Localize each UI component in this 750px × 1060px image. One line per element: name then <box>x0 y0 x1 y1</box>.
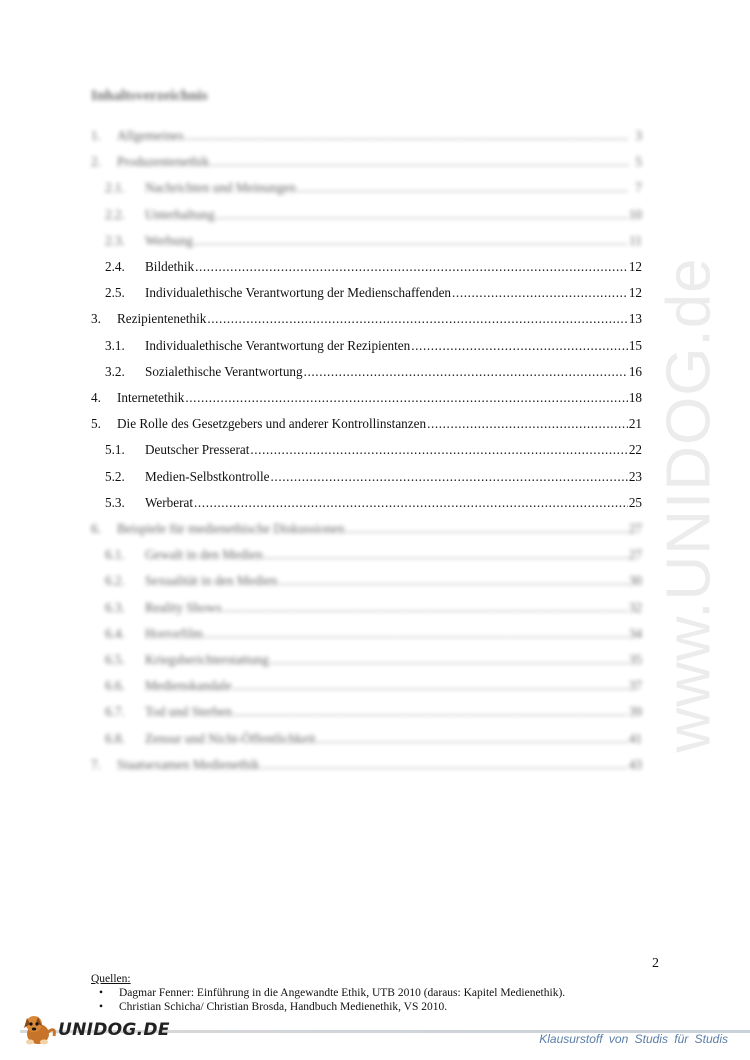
toc-entry-title: Die Rolle des Gesetzgebers und anderer Kontrollinstanzen <box>117 416 427 432</box>
toc-entry-number: 6.4. <box>105 625 125 641</box>
toc-leader-dots <box>278 571 628 591</box>
toc-entry-number: 6.7. <box>105 704 125 720</box>
toc-entry-title: Deutscher Presserat <box>145 442 250 458</box>
toc-entry-title: Medien-Selbstkontrolle <box>145 468 270 484</box>
toc-entry-title: Unterhaltung <box>145 206 215 222</box>
toc-entry-page: 3 <box>635 128 642 143</box>
toc-entry-title: Werberat <box>145 494 193 510</box>
toc-leader-dots <box>316 729 627 749</box>
source-item: • Christian Schicha/ Christian Brosda, Handbuch Medienethik, VS 2010. <box>119 1000 671 1014</box>
toc-leader-dots <box>195 257 628 277</box>
toc-leader-dots <box>260 755 627 775</box>
toc-leader-dots <box>304 362 628 382</box>
toc-leader-dots <box>427 414 628 434</box>
toc-entry <box>105 257 642 277</box>
toc-entry <box>105 336 642 356</box>
toc-entry <box>105 729 642 749</box>
toc-entry-page: 13 <box>628 311 642 327</box>
toc-entry-title: Werbung <box>145 232 194 248</box>
toc-entry-number: 5.2. <box>105 468 125 484</box>
toc-entry <box>91 388 642 408</box>
toc-entry-number: 2.1. <box>105 180 125 196</box>
toc-entry-page: 39 <box>628 704 642 720</box>
toc-leader-dots <box>216 205 628 225</box>
toc-title: Inhaltsverzeichnis <box>91 88 208 104</box>
toc-entry-page: 10 <box>628 206 642 222</box>
toc-entry <box>105 702 642 722</box>
toc-entry-number: 6.5. <box>105 652 125 667</box>
toc-entry-title: Tod und Sterben <box>145 704 232 720</box>
toc-leader-dots <box>204 624 628 644</box>
toc-entry-page: 11 <box>629 232 642 248</box>
toc-entry-title: Horrorfilm <box>145 625 203 641</box>
toc-entry <box>105 467 642 487</box>
toc-entry-page: 30 <box>628 573 642 589</box>
toc-leader-dots <box>345 519 627 539</box>
toc-entry-number: 6. <box>91 521 101 536</box>
toc-entry <box>105 650 642 670</box>
toc-entry-page: 7 <box>635 180 642 196</box>
toc-entry-title: Zensur und Nicht-Öffentlichkeit <box>145 730 316 746</box>
toc-entry-number: 6.1. <box>105 547 125 563</box>
toc-entry-number: 5.3. <box>105 494 125 510</box>
toc-entry-page: 15 <box>628 337 642 353</box>
toc-entry-number: 6.3. <box>105 599 125 615</box>
toc-entry-page: 34 <box>628 625 642 641</box>
toc-entry-title: Produzentenethik <box>117 154 210 170</box>
toc-entry <box>105 545 642 565</box>
toc-entry-page: 21 <box>628 416 642 432</box>
toc-entry-title: Nachrichten und Meinungen <box>145 180 296 196</box>
toc-entry-number: 5. <box>91 416 101 432</box>
toc-leader-dots <box>297 178 629 198</box>
toc-entry <box>91 152 642 172</box>
toc-entry-number: 7. <box>91 756 101 772</box>
toc-entry-number: 3. <box>91 311 101 327</box>
toc-entry-page: 37 <box>628 678 642 694</box>
toc-leader-dots <box>411 336 628 356</box>
toc-entry <box>91 309 642 329</box>
toc-entry-page: 43 <box>628 756 642 772</box>
toc-entry-page: 41 <box>628 730 642 746</box>
toc-entry-title: Sozialethische Verantwortung <box>145 363 303 379</box>
toc-entry-title: Individualethische Verantwortung der Rezipienten <box>145 337 411 353</box>
logo-text: UNIDOG.DE <box>58 1020 170 1040</box>
toc-entry-page: 22 <box>628 442 642 458</box>
toc-entry-number: 3.2. <box>105 363 125 379</box>
watermark-text: www.UNIDOG.de <box>654 257 724 753</box>
toc-entry-title: Beispiele für medienethische Diskussionen <box>117 521 345 536</box>
toc-entry-title: Allgemeines <box>117 128 184 143</box>
toc-entry-number: 3.1. <box>105 337 125 353</box>
footer-slogan: Klausurstoff von Studis für Studis <box>539 1032 728 1046</box>
toc-entry-title: Internetethik <box>117 390 185 405</box>
toc-entry-number: 2. <box>91 154 101 170</box>
toc-entry-page: 5 <box>635 154 642 170</box>
toc-entry-page: 27 <box>628 547 642 563</box>
source-item: • Dagmar Fenner: Einführung in die Angewandte Ethik, UTB 2010 (daraus: Kapitel Medienethik). <box>119 986 671 1000</box>
sources-heading: Quellen: <box>91 973 131 985</box>
sources-list <box>91 986 671 1014</box>
page-number: 2 <box>652 956 659 971</box>
toc-entry-title: Kriegsberichterstattung <box>145 652 269 667</box>
toc-entry-title: Gewalt in den Medien <box>145 547 263 563</box>
toc-leader-dots <box>452 283 628 303</box>
toc-leader-dots <box>210 152 629 172</box>
toc-entry-page: 32 <box>628 599 642 615</box>
toc-entry-page: 23 <box>628 468 642 484</box>
toc-entry-title: Sexualität in den Medien <box>145 573 278 589</box>
toc-entry <box>105 598 642 618</box>
toc-entry <box>105 571 642 591</box>
toc-entry-page: 12 <box>628 259 642 274</box>
toc-leader-dots <box>185 126 629 146</box>
toc-entry-number: 2.2. <box>105 206 125 222</box>
toc-entry-title: Rezipientenethik <box>117 311 207 327</box>
toc-entry-number: 2.3. <box>105 232 125 248</box>
toc-entry-number: 4. <box>91 390 101 405</box>
toc-entry-number: 6.6. <box>105 678 125 694</box>
toc-entry-page: 12 <box>628 285 642 301</box>
toc-entry-page: 25 <box>628 494 642 510</box>
toc-leader-dots <box>233 702 628 722</box>
toc-entry <box>105 178 642 198</box>
toc-leader-dots <box>264 545 628 565</box>
toc-leader-dots <box>194 493 628 513</box>
toc-entry-number: 1. <box>91 128 101 143</box>
toc-entry-title: Medienskandale <box>145 678 232 694</box>
toc-entry-number: 2.4. <box>105 259 125 274</box>
toc-entry <box>105 624 642 644</box>
toc-entry-page: 35 <box>628 652 642 667</box>
toc-entry-title: Staatsexamen Medienethik <box>117 756 260 772</box>
toc-leader-dots <box>223 598 628 618</box>
toc-entry <box>105 676 642 696</box>
toc-entry <box>105 283 642 303</box>
toc-entry <box>91 519 642 539</box>
unidog-logo <box>20 1012 170 1048</box>
toc-entry-page: 27 <box>628 521 642 536</box>
toc-entry <box>105 205 642 225</box>
toc-entry <box>105 493 642 513</box>
toc-leader-dots <box>232 676 627 696</box>
toc-entry <box>105 231 642 251</box>
toc-leader-dots <box>207 309 627 329</box>
toc-entry-number: 6.8. <box>105 730 125 746</box>
toc-entry <box>105 362 642 382</box>
sources-section <box>91 972 671 1014</box>
toc-entry-number: 6.2. <box>105 573 125 589</box>
toc-entry-title: Reality Shows <box>145 599 222 615</box>
toc-entry-title: Individualethische Verantwortung der Medienschaffenden <box>145 285 452 301</box>
toc-leader-dots <box>250 440 627 460</box>
toc-entry-title: Bildethik <box>145 259 195 274</box>
toc-entry-number: 5.1. <box>105 442 125 458</box>
toc-entry <box>91 126 642 146</box>
toc-entry <box>105 440 642 460</box>
toc-entry-number: 2.5. <box>105 285 125 301</box>
toc-entry <box>91 755 642 775</box>
toc-entry-page: 16 <box>628 363 642 379</box>
toc-leader-dots <box>185 388 627 408</box>
toc-leader-dots <box>271 467 628 487</box>
toc-leader-dots <box>194 231 628 251</box>
toc-entry <box>91 414 642 434</box>
toc-entry-page: 18 <box>628 390 642 405</box>
toc-leader-dots <box>270 650 628 670</box>
